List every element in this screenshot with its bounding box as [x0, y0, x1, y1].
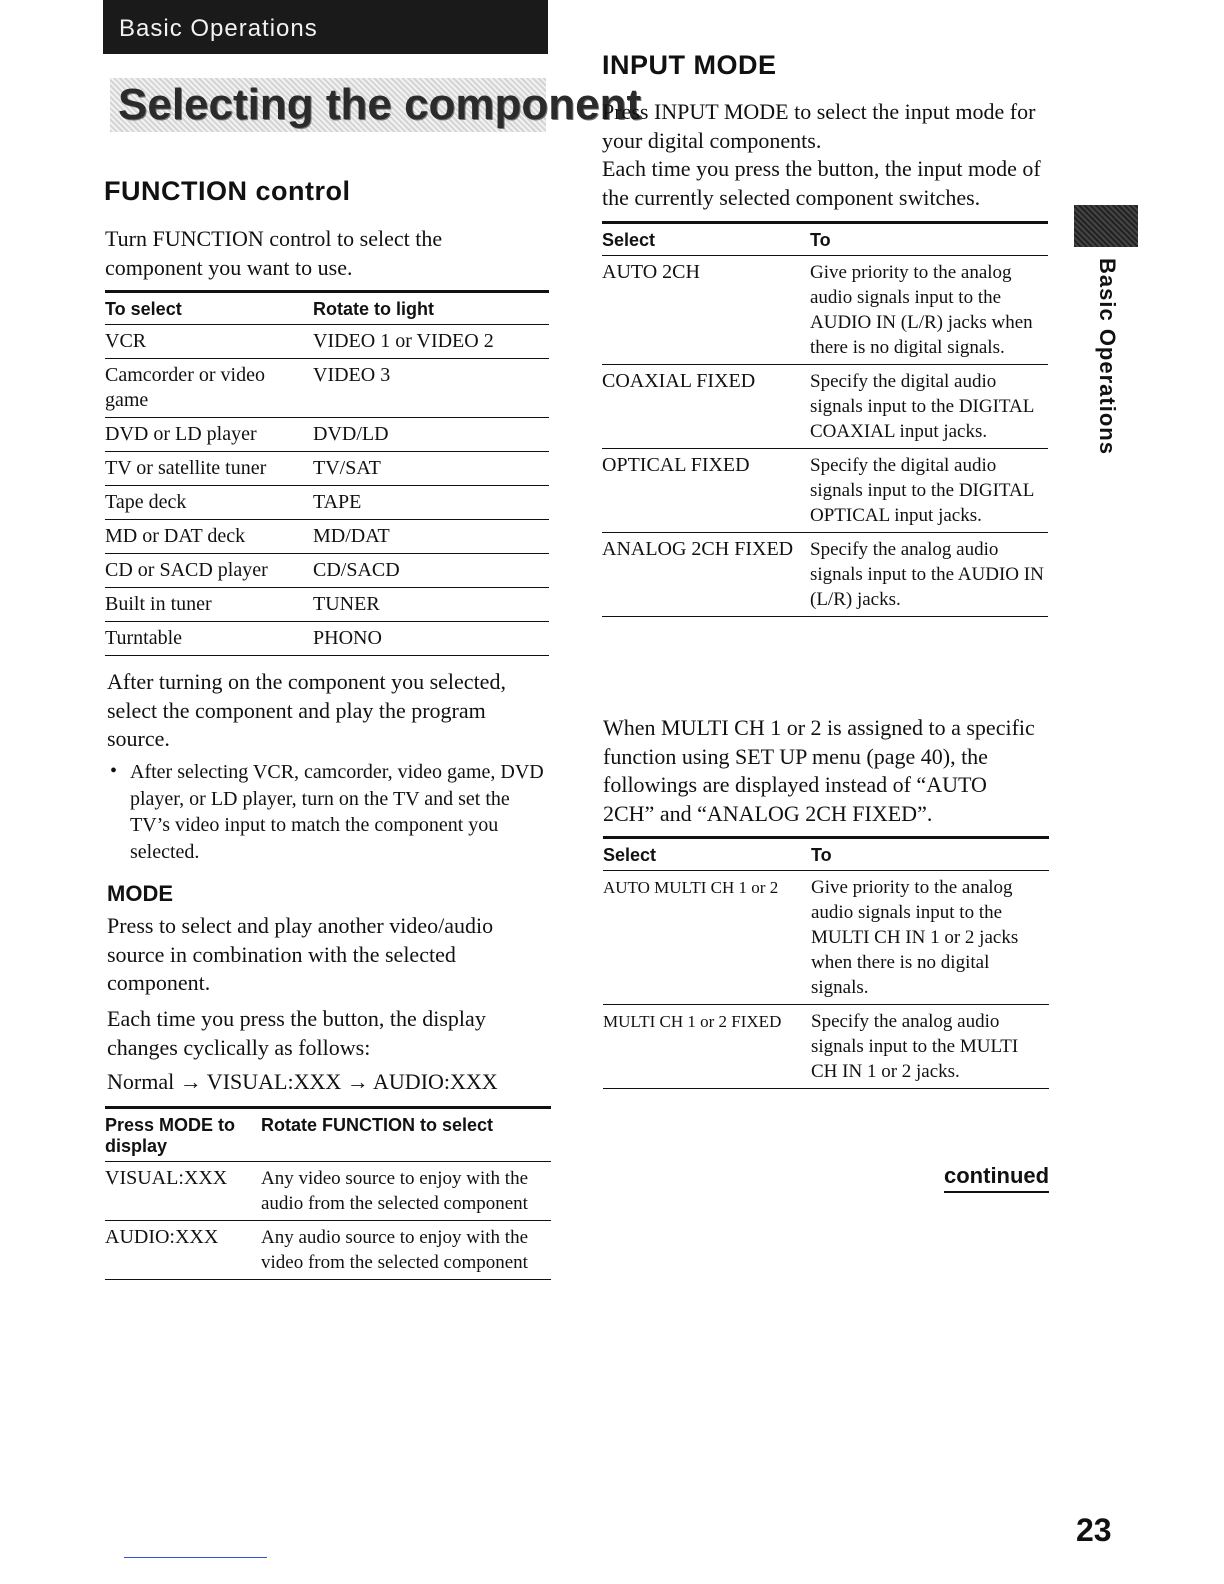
table-row — [105, 325, 549, 359]
table-row — [105, 520, 549, 554]
table-row — [105, 452, 549, 486]
function-table-header-select: To select — [105, 292, 313, 325]
input-mode-intro-2: Each time you press the button, the input mode of the currently selected component switches. — [602, 156, 1041, 210]
multi-ch-table — [603, 836, 1049, 1089]
mode-text-2: Each time you press the button, the display changes cyclically as follows: — [107, 1006, 486, 1060]
table-cell: Any video source to enjoy with the audio from the selected component — [261, 1162, 551, 1221]
mode-table — [105, 1106, 551, 1280]
table-cell: DVD/LD — [313, 418, 549, 452]
table-cell: Any audio source to enjoy with the video from the selected component — [261, 1221, 551, 1280]
table-cell: Give priority to the analog audio signals input to the MULTI CH IN 1 or 2 jacks when there is no digital signals. — [811, 871, 1049, 1005]
page-title: Selecting the component — [118, 80, 642, 129]
table-cell: Tape deck — [105, 486, 313, 520]
table-row — [105, 588, 549, 622]
table-row — [105, 486, 549, 520]
table-cell: ANALOG 2CH FIXED — [602, 533, 810, 617]
table-cell: Turntable — [105, 622, 313, 656]
table-cell: Camcorder or video game — [105, 359, 313, 418]
input-mode-heading: INPUT MODE — [602, 50, 777, 80]
table-cell: Specify the digital audio signals input to the DIGITAL COAXIAL input jacks. — [810, 365, 1048, 449]
table-row — [602, 449, 1048, 533]
footer-divider — [124, 1557, 267, 1558]
table-cell: COAXIAL FIXED — [602, 365, 810, 449]
table-cell: TAPE — [313, 486, 549, 520]
table-row — [602, 533, 1048, 617]
mode-table-header-function: Rotate FUNCTION to select — [261, 1108, 551, 1162]
table-cell: Specify the digital audio signals input to the DIGITAL OPTICAL input jacks. — [810, 449, 1048, 533]
table-cell: AUTO 2CH — [602, 256, 810, 365]
input-mode-table — [602, 221, 1048, 617]
table-row — [602, 256, 1048, 365]
table-row — [105, 1162, 551, 1221]
table-cell: Specify the analog audio signals input to the MULTI CH IN 1 or 2 jacks. — [811, 1005, 1049, 1089]
table-cell: TV or satellite tuner — [105, 452, 313, 486]
multi-table-header-to: To — [811, 838, 1049, 871]
table-cell: AUDIO:XXX — [105, 1221, 261, 1280]
function-table-header-light: Rotate to light — [313, 292, 549, 325]
table-cell: VCR — [105, 325, 313, 359]
table-cell: MD/DAT — [313, 520, 549, 554]
table-row — [105, 554, 549, 588]
table-cell: MULTI CH 1 or 2 FIXED — [603, 1005, 811, 1089]
table-row — [603, 1005, 1049, 1089]
table-cell: AUTO MULTI CH 1 or 2 — [603, 871, 811, 1005]
multi-ch-text: When MULTI CH 1 or 2 is assigned to a specific function using SET UP menu (page 40), the followings are displayed instead of “AUTO 2CH” and “ANALOG 2CH FIXED”. — [603, 715, 1035, 826]
table-cell: Specify the analog audio signals input to the AUDIO IN (L/R) jacks. — [810, 533, 1048, 617]
function-control-heading: FUNCTION control — [104, 176, 351, 206]
table-cell: DVD or LD player — [105, 418, 313, 452]
input-table-header-select: Select — [602, 223, 810, 256]
table-cell: CD or SACD player — [105, 554, 313, 588]
table-cell: PHONO — [313, 622, 549, 656]
table-row — [105, 622, 549, 656]
after-select-text: After turning on the component you selected, select the component and play the program source. — [107, 669, 506, 751]
table-cell: VISUAL:XXX — [105, 1162, 261, 1221]
mode-cycle: Normal → VISUAL:XXX → AUDIO:XXX — [107, 1069, 498, 1094]
side-tab-marker — [1074, 205, 1138, 247]
table-cell: VIDEO 3 — [313, 359, 549, 418]
mode-text-1: Press to select and play another video/audio source in combination with the selected component. — [107, 913, 494, 995]
table-cell: TV/SAT — [313, 452, 549, 486]
table-row — [105, 418, 549, 452]
table-cell: TUNER — [313, 588, 549, 622]
table-cell: CD/SACD — [313, 554, 549, 588]
table-cell: Give priority to the analog audio signals input to the AUDIO IN (L/R) jacks when there is no digital signals. — [810, 256, 1048, 365]
table-row — [603, 871, 1049, 1005]
table-row — [105, 1221, 551, 1280]
multi-table-header-select: Select — [603, 838, 811, 871]
table-cell: Built in tuner — [105, 588, 313, 622]
section-header: Basic Operations — [103, 0, 548, 54]
side-tab-label: Basic Operations — [1095, 258, 1120, 455]
table-row — [105, 359, 549, 418]
input-table-header-to: To — [810, 223, 1048, 256]
bullet-mark: • — [110, 760, 118, 782]
mode-heading: MODE — [107, 881, 173, 906]
continued-label: continued — [944, 1163, 1049, 1193]
input-mode-intro-1: Press INPUT MODE to select the input mode for your digital components. — [602, 99, 1036, 153]
bullet-text: After selecting VCR, camcorder, video game, DVD player, or LD player, turn on the TV and set the TV’s video input to match the component you selected. — [130, 761, 544, 863]
table-cell: VIDEO 1 or VIDEO 2 — [313, 325, 549, 359]
table-cell: OPTICAL FIXED — [602, 449, 810, 533]
mode-table-header-display: Press MODE to display — [105, 1108, 261, 1162]
page-number: 23 — [1076, 1512, 1112, 1548]
table-row — [602, 365, 1048, 449]
table-cell: MD or DAT deck — [105, 520, 313, 554]
function-control-intro: Turn FUNCTION control to select the component you want to use. — [105, 226, 443, 280]
function-table — [105, 290, 549, 656]
